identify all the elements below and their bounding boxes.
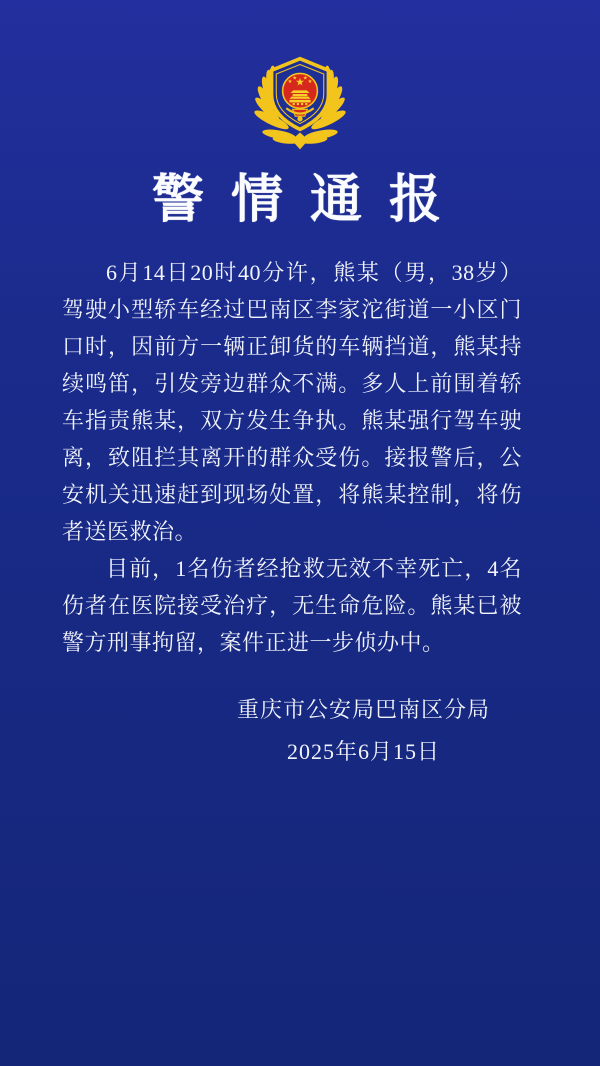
notice-paragraph-1: 6月14日20时40分许，熊某（男，38岁）驾驶小型轿车经过巴南区李家沱街道一小区门口时，因前方一辆正卸货的车辆挡道，熊某持续鸣笛，引发旁边群众不满。多人上前围着轿车指责熊某，双方发生争执。熊某强行驾车驶离，致阻拦其离开的群众受伤。接报警后，公安机关迅速赶到现场处置，将熊某控制，将伤者送医救治。 [62,260,522,544]
svg-text:★: ★ [307,78,313,85]
notice-paragraph-2: 目前，1名伤者经抢救无效不幸死亡，4名伤者在医院接受治疗，无生命危险。熊某已被警方刑事拘留，案件正进一步侦办中。 [62,556,522,655]
svg-text:★: ★ [292,75,298,82]
svg-text:★: ★ [287,78,293,85]
svg-text:★: ★ [302,75,308,82]
notice-body [62,254,522,661]
svg-text:★: ★ [295,76,305,89]
notice-title: 警 情 通 报 [151,172,448,229]
signature-block [237,695,490,767]
issuer-name: 重庆市公安局巴南区分局 [236,697,490,722]
police-badge-emblem [242,50,358,156]
issue-date: 2025年6月15日 [286,739,440,764]
